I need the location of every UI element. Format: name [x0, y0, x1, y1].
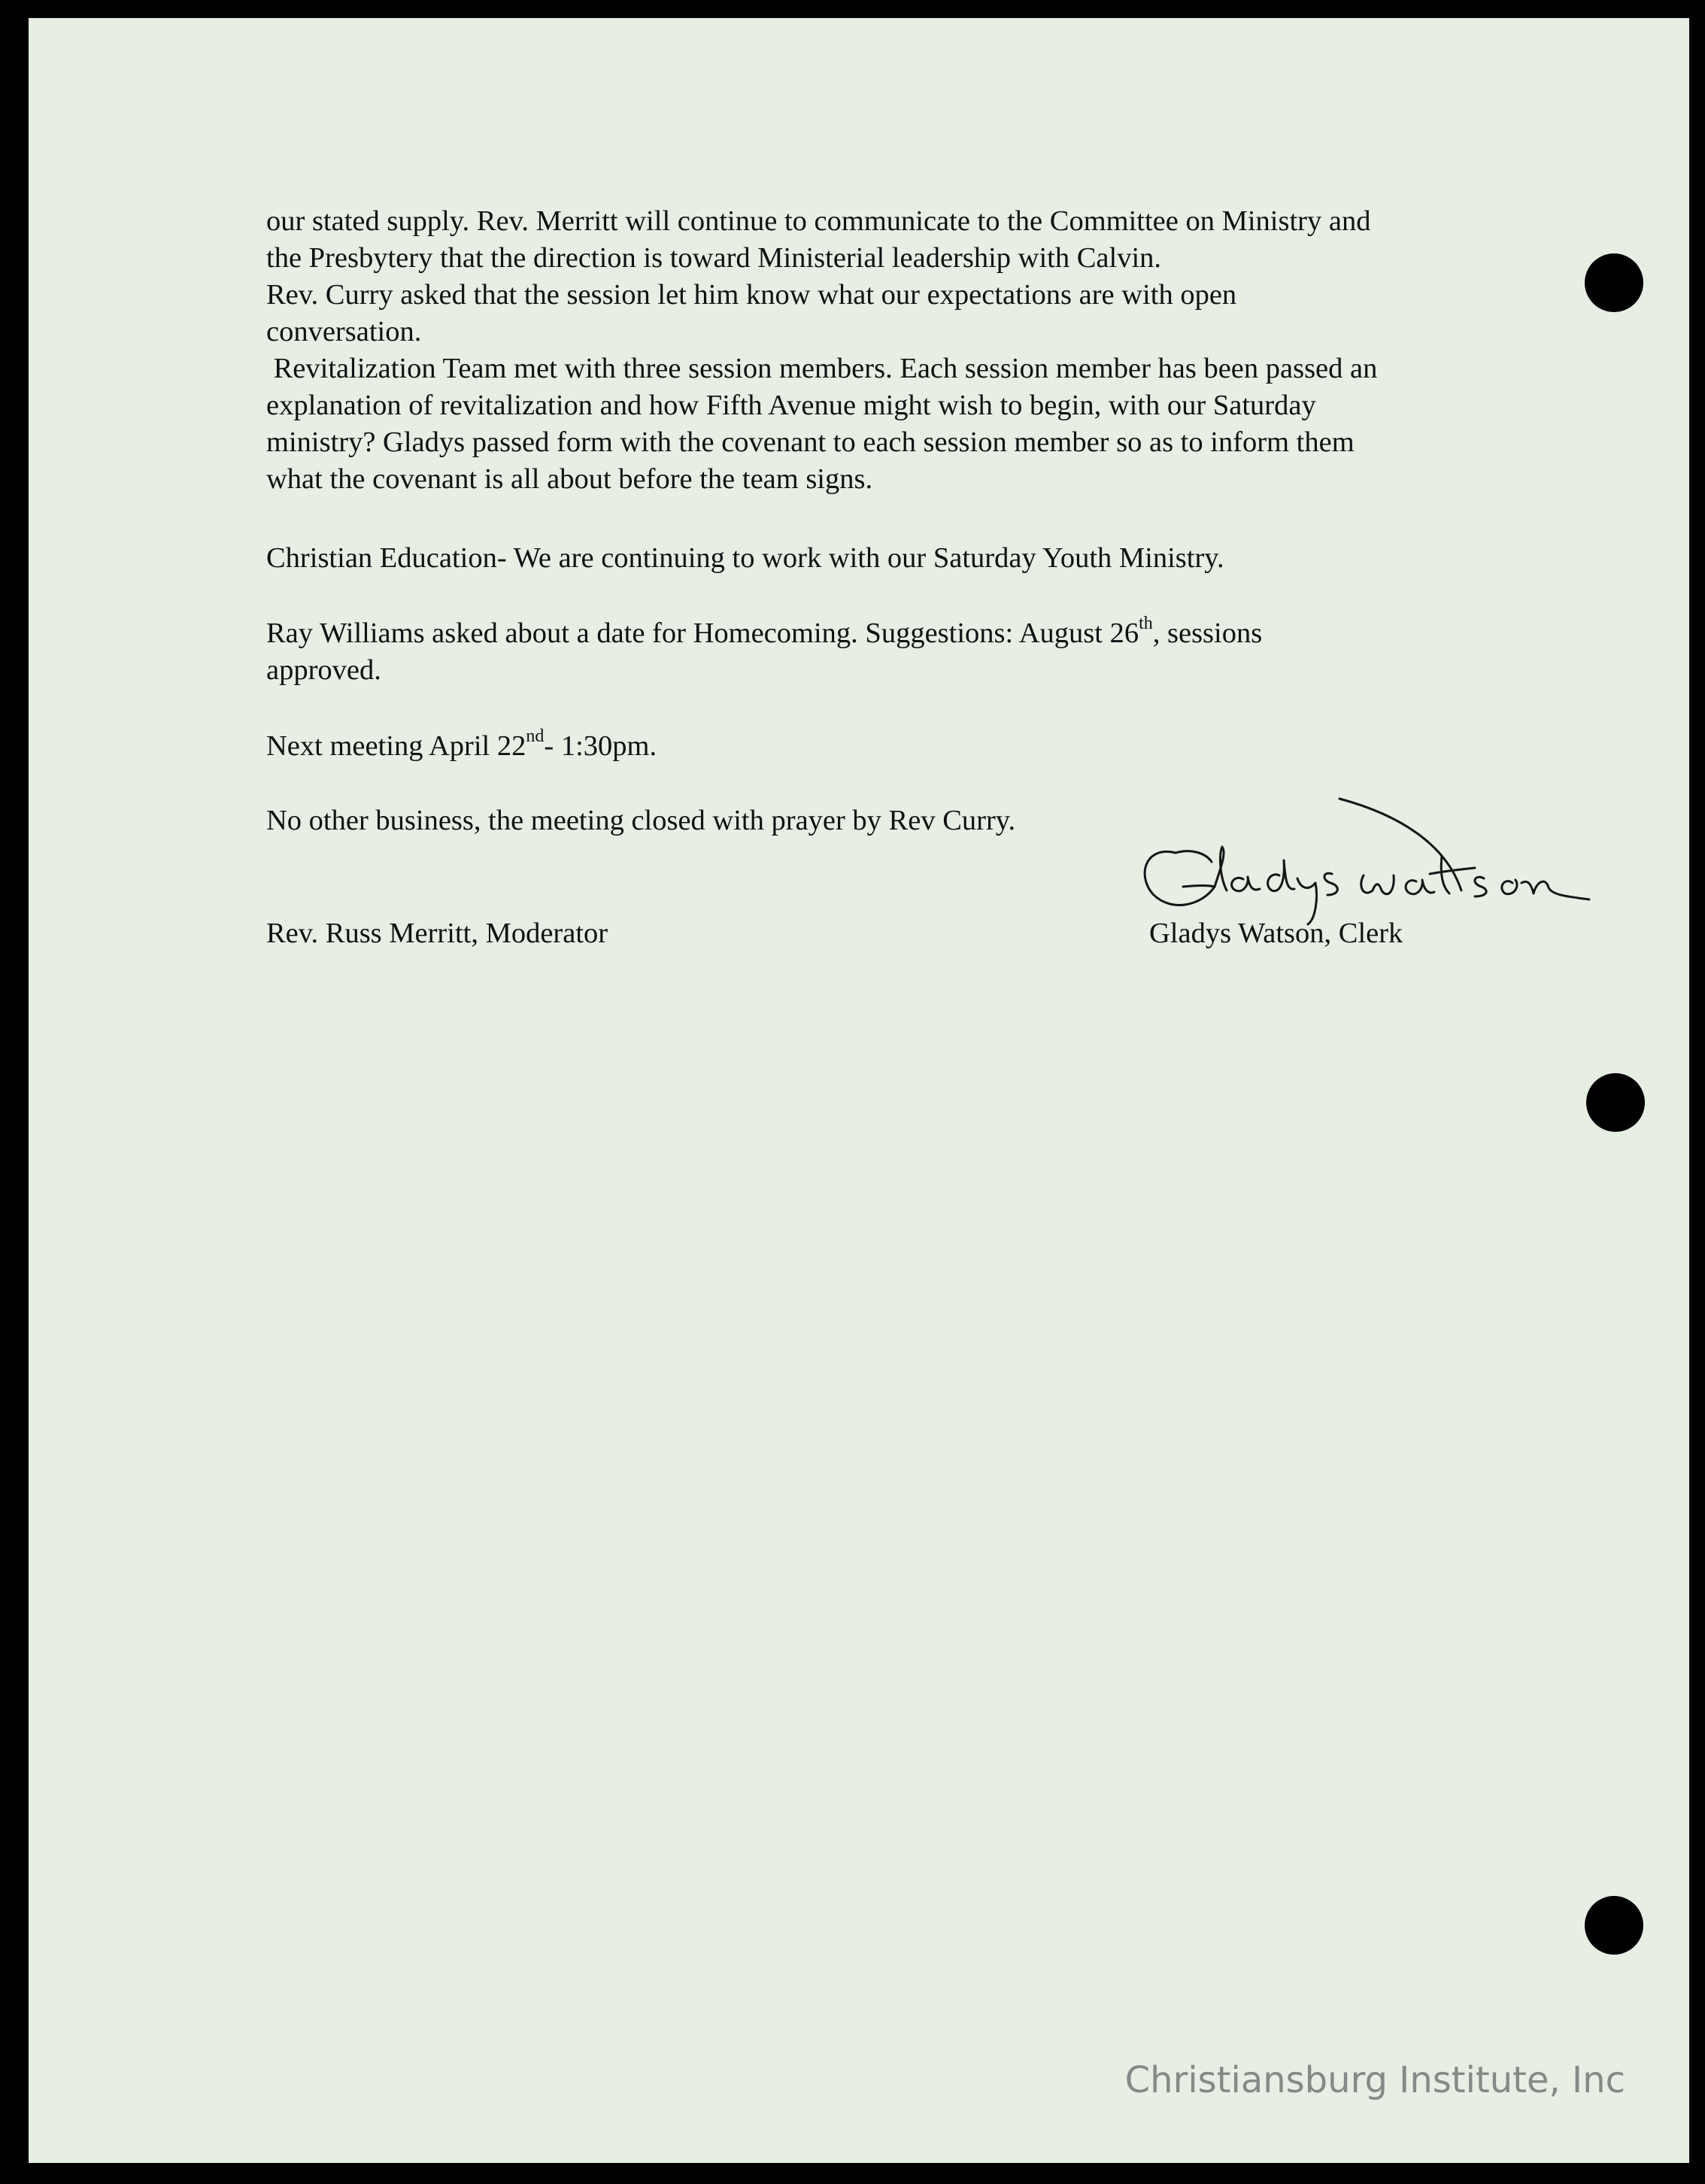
text-segment: , sessions	[1152, 617, 1263, 649]
ordinal-suffix: th	[1139, 614, 1153, 634]
paragraph-christian-education	[266, 540, 1575, 577]
text-segment: - 1:30pm.	[544, 730, 657, 762]
text-line: conversation.	[266, 316, 422, 347]
text-line: the Presbytery that the direction is toward Ministerial leadership with Calvin.	[266, 242, 1162, 274]
paragraph-next-meeting	[266, 728, 1575, 765]
text-line: explanation of revitalization and how Fifth Avenue might wish to begin, with our Saturday	[266, 390, 1316, 421]
ordinal-suffix: nd	[526, 726, 545, 747]
text-segment: Ray Williams asked about a date for Homecoming. Suggestions: August 26	[266, 617, 1139, 649]
text-line: ministry? Gladys passed form with the covenant to each session member so as to inform them	[266, 426, 1355, 458]
handwritten-signature	[1130, 793, 1657, 943]
paragraph-homecoming	[266, 615, 1575, 689]
text-line	[266, 728, 1575, 765]
punch-hole	[1585, 253, 1643, 312]
paragraph-minutes	[266, 203, 1575, 498]
text-line: Revitalization Team met with three session members. Each session member has been passed an	[266, 353, 1378, 384]
text-line: what the covenant is all about before the team signs.	[266, 463, 873, 495]
text-segment: Next meeting April 22	[266, 730, 526, 762]
punch-hole	[1585, 1896, 1643, 1955]
clerk-signature-line: Gladys Watson, Clerk	[1149, 918, 1403, 949]
moderator-signature-line: Rev. Russ Merritt, Moderator	[266, 918, 608, 949]
text-line: Christian Education- We are continuing to work with our Saturday Youth Ministry.	[266, 542, 1224, 574]
text-line: Rev. Curry asked that the session let him know what our expectations are with open	[266, 279, 1237, 311]
watermark: Christiansburg Institute, Inc	[1124, 2059, 1625, 2101]
text-line	[266, 615, 1575, 652]
text-line: approved.	[266, 654, 381, 686]
text-line: our stated supply. Rev. Merritt will continue to communicate to the Committee on Ministry and	[266, 205, 1371, 237]
text-line: No other business, the meeting closed with prayer by Rev Curry.	[266, 805, 1016, 836]
document-page	[29, 18, 1689, 2163]
punch-hole	[1586, 1073, 1645, 1132]
